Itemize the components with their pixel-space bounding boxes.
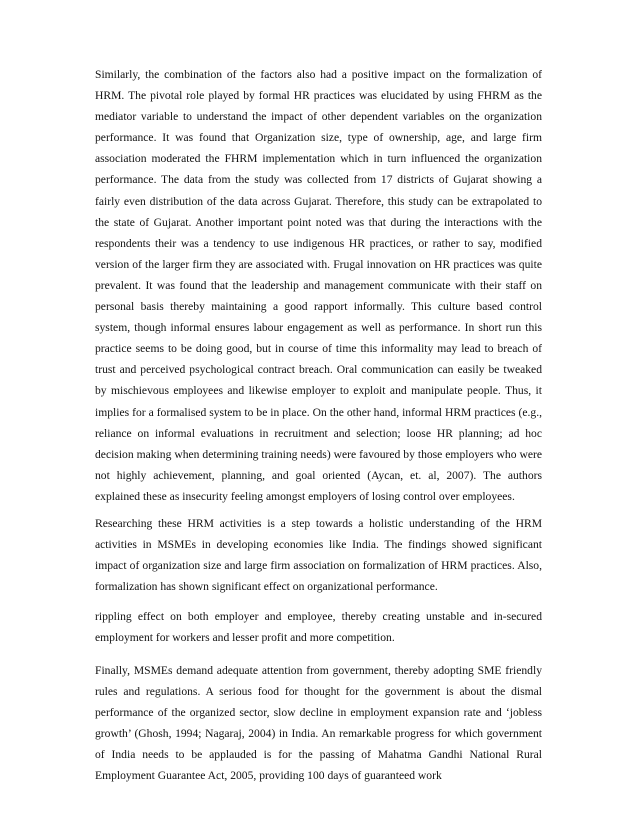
- paragraph-rippling-effect: rippling effect on both employer and employee, thereby creating unstable and in-secured employment for workers and lesser profit and more competition.: [95, 610, 542, 645]
- paragraph-formalization-findings: Similarly, the combination of the factors also had a positive impact on the formalization of HRM. The pivotal role played by formal HR practices was elucidated by using FHRM as the mediator variable to understand the impact of other dependent variables on the organization performance. It was found that Organization size, type of ownership, age, and large firm association moderated the FHRM implementation which in turn influenced the organization performance. The data from the study was collected from 17 districts of Gujarat showing a fairly even distribution of the data across Gujarat. Therefore, this study can be extrapolated to the state of Gujarat. Another important point noted was that during the interactions with the respondents their was a tendency to use indigenous HR practices, or rather to say, modified version of the larger firm they are associated with. Frugal innovation on HR practices was quite prevalent. It was found that the leadership and management communicate with their staff on personal basis thereby maintaining a good rapport informally. This culture based control system, though informal ensures labour engagement as well as performance. In short run this practice seems to be doing good, but in course of time this informality may lead to breach of trust and perceived psychological contract breach. Oral communication can easily be tweaked by mischievous employees and likewise employer to exploit and manipulate people. Thus, it implies for a formalised system to be in place. On the other hand, informal HRM practices (e.g., reliance on informal evaluations in recruitment and selection; loose HR planning; ad hoc decision making when determining training needs) were favoured by those employers who were not highly achievement, planning, and goal oriented (Aycan, et. al, 2007). The authors explained these as insecurity feeling amongst employers of losing control over employees.: [95, 68, 542, 503]
- document-page: [95, 64, 542, 797]
- paragraph-researching-hrm: Researching these HRM activities is a step towards a holistic understanding of the HRM activities in MSMEs in developing economies like India. The findings showed significant impact of organization size and large firm association on formalization of HRM practices. Also, formalization has shown significant effect on organizational performance.: [95, 516, 542, 594]
- paragraph-msme-government: Finally, MSMEs demand adequate attention from government, thereby adopting SME friendly rules and regulations. A serious food for thought for the government is about the dismal performance of the organized sector, slow decline in employment expansion rate and ‘jobless growth’ (Ghosh, 1994; Nagaraj, 2004) in India. An remarkable progress for which government of India needs to be applauded is for the passing of Mahatma Gandhi National Rural Employment Guarantee Act, 2005, providing 100 days of guaranteed work: [95, 663, 542, 782]
